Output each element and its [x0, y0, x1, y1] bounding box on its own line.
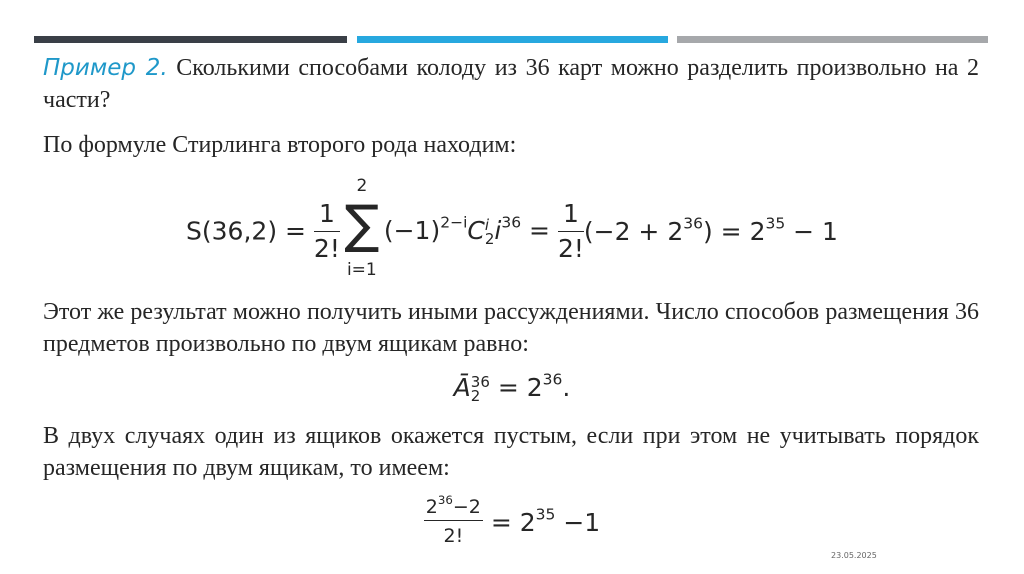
summand-i: i — [494, 216, 502, 245]
formula1-paren-a: (−2 + 2 — [583, 216, 684, 246]
example-label: Пример 2. — [43, 55, 168, 81]
sum-upper-limit: 2 — [356, 176, 368, 196]
formula1-frac-den: 2! — [313, 233, 340, 263]
formula2-eq: = 2 — [489, 373, 543, 402]
formula1-rhs-tail: − 1 — [785, 216, 838, 246]
sum-lower-limit: i=1 — [346, 260, 377, 280]
result-exp: 35 — [535, 505, 556, 524]
arrangement-sup: 36 — [470, 373, 490, 391]
result-frac-den: 2! — [443, 525, 464, 547]
formula1-eq1: = — [521, 216, 558, 245]
top-decorative-bars — [34, 36, 988, 43]
result-tail: −1 — [555, 508, 601, 537]
formula1-summand — [383, 213, 558, 248]
top-bar-gray — [677, 36, 988, 43]
formula1-rhs — [583, 213, 838, 246]
summand-sign-term: (−1) — [383, 216, 441, 245]
formula1-paren-exp: 36 — [683, 213, 703, 232]
result-rhs — [482, 505, 601, 537]
result-eq: = 2 — [482, 508, 536, 537]
arrangement-sub: 2 — [470, 387, 481, 405]
result-formula — [0, 494, 1024, 551]
formula1-paren-b: ) = 2 — [702, 216, 766, 246]
sigma-symbol: ∑ — [344, 195, 380, 255]
formula1-fraction2 — [558, 197, 584, 266]
formula1-frac2-den: 2! — [557, 233, 584, 263]
result-fraction — [424, 494, 483, 551]
formula2-dot: . — [562, 373, 571, 402]
arrangements-formula — [0, 368, 1024, 408]
binomial-c: C — [467, 216, 485, 245]
summand-i-exp: 36 — [501, 213, 522, 232]
empty-box-text: В двух случаях один из ящиков окажется пустым, если при этом не учитывать порядок размещения по двум ящикам, то имеем: — [43, 423, 979, 481]
result-num-tail: −2 — [452, 496, 481, 518]
formula2-exp: 36 — [542, 370, 563, 389]
result-frac-num — [424, 494, 483, 521]
formula1-frac-num: 1 — [314, 197, 340, 232]
arrangement-a: Ā — [453, 373, 471, 402]
top-bar-dark — [34, 36, 347, 43]
result-num-base: 2 — [425, 496, 438, 518]
reasoning-text: Этот же результат можно получить иными рассуждениями. Число способов размещения 36 предметов произвольно по двум ящикам равно: — [43, 299, 979, 357]
slide-date: 23.05.2025 — [831, 551, 877, 560]
formula1-rhs-exp: 35 — [765, 213, 786, 232]
formula1-fraction — [314, 197, 340, 266]
example-question — [43, 52, 979, 116]
formula1-frac2-num: 1 — [558, 197, 584, 232]
top-bar-blue — [357, 36, 668, 43]
result-num-exp: 36 — [437, 493, 453, 508]
binomial-sup: i — [484, 216, 490, 234]
stirling-formula — [0, 176, 1024, 286]
summand-sign-exp: 2−i — [440, 213, 468, 232]
binomial-sub: 2 — [484, 230, 495, 248]
summation-sign — [340, 176, 384, 286]
intro-text: По формуле Стирлинга второго рода находим: — [43, 132, 517, 158]
example-question-text: Сколькими способами колоду из 36 карт можно разделить произвольно на 2 части? — [43, 55, 979, 113]
formula1-lhs: S(36,2) = — [186, 216, 314, 246]
